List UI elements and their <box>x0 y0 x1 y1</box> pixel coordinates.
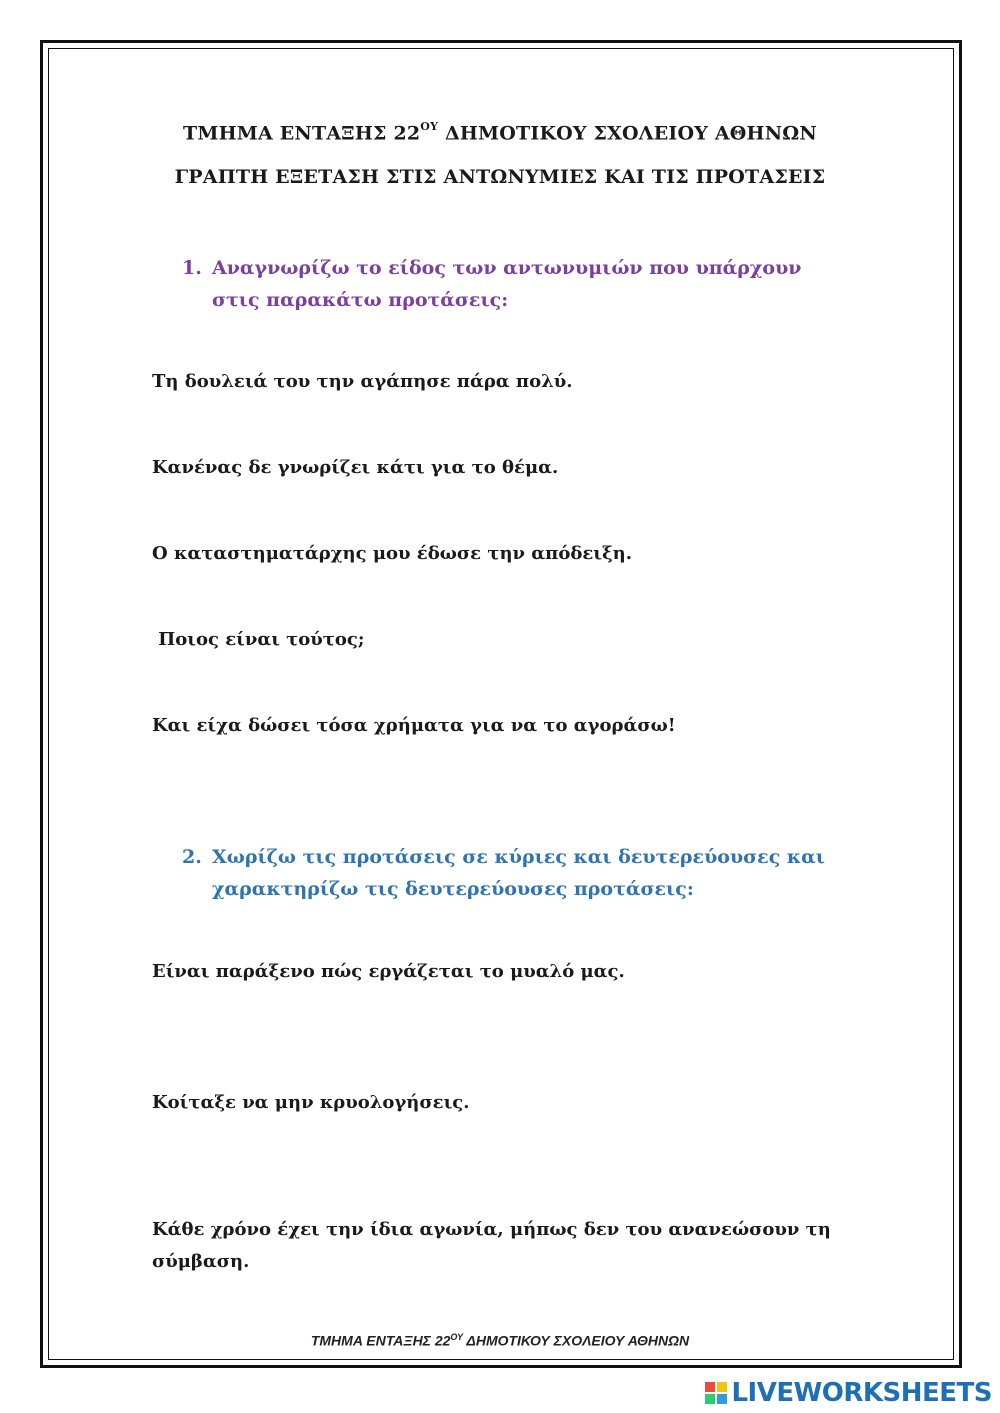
sentence-2-1: Είναι παράξενο πώς εργάζεται το μυαλό μας. <box>152 961 625 982</box>
sentence-2-3: Κάθε χρόνο έχει την ίδια αγωνία, μήπως δεν του ανανεώσουν τη σύμβαση. <box>152 1219 831 1272</box>
logo-square <box>705 1382 715 1392</box>
logo-square <box>717 1382 727 1392</box>
sentence-1-1: Τη δουλειά του την αγάπησε πάρα πολύ. <box>152 371 573 392</box>
sentence-1-5: Και είχα δώσει τόσα χρήματα για να το αγοράσω! <box>152 715 676 736</box>
question-number: 2. <box>182 846 202 868</box>
header-title-part: ΔΗΜΟΤΙΚΟΥ ΣΧΟΛΕΙΟΥ ΑΘΗΝΩΝ <box>438 122 817 145</box>
brand-text: LIVEWORKSHEETS <box>731 1378 992 1408</box>
header-title-part: ΤΜΗΜΑ ΕΝΤΑΞΗΣ 22 <box>183 122 421 145</box>
footer-part: ΔΗΜΟΤΙΚΟΥ ΣΧΟΛΕΙΟΥ ΑΘΗΝΩΝ <box>463 1332 690 1349</box>
question-number: 1. <box>182 257 202 279</box>
footer-superscript: ΟΥ <box>450 1332 464 1342</box>
question-2 <box>182 841 842 905</box>
question-text: Χωρίζω τις προτάσεις σε κύριες και δευτερεύουσες και χαρακτηρίζω τις δευτερεύουσες προτάσεις: <box>212 846 825 900</box>
liveworksheets-logo-icon <box>705 1382 727 1404</box>
question-1 <box>182 252 842 316</box>
page-footer <box>48 1332 952 1349</box>
header-superscript: ΟΥ <box>420 120 439 133</box>
header-title-line1 <box>48 122 952 144</box>
page-border-inner <box>48 48 954 1360</box>
header-title-line2: ΓΡΑΠΤΗ ΕΞΕΤΑΣΗ ΣΤΙΣ ΑΝΤΩΝΥΜΙΕΣ ΚΑΙ ΤΙΣ ΠΡΟΤΑΣΕΙΣ <box>174 166 826 188</box>
sentence-1-2: Κανένας δε γνωρίζει κάτι για το θέμα. <box>152 457 559 478</box>
sentence-1-4: Ποιος είναι τούτος; <box>152 629 365 650</box>
logo-square <box>705 1394 715 1404</box>
sentence-1-3: Ο καταστηματάρχης μου έδωσε την απόδειξη. <box>152 543 632 564</box>
logo-square <box>717 1394 727 1404</box>
liveworksheets-brand <box>705 1378 992 1408</box>
footer-part: ΤΜΗΜΑ ΕΝΤΑΞΗΣ 22 <box>310 1332 451 1349</box>
sentence-2-2: Κοίταξε να μην κρυολογήσεις. <box>152 1092 470 1113</box>
question-text: Αναγνωρίζω το είδος των αντωνυμιών που υπάρχουν στις παρακάτω προτάσεις: <box>212 257 802 311</box>
